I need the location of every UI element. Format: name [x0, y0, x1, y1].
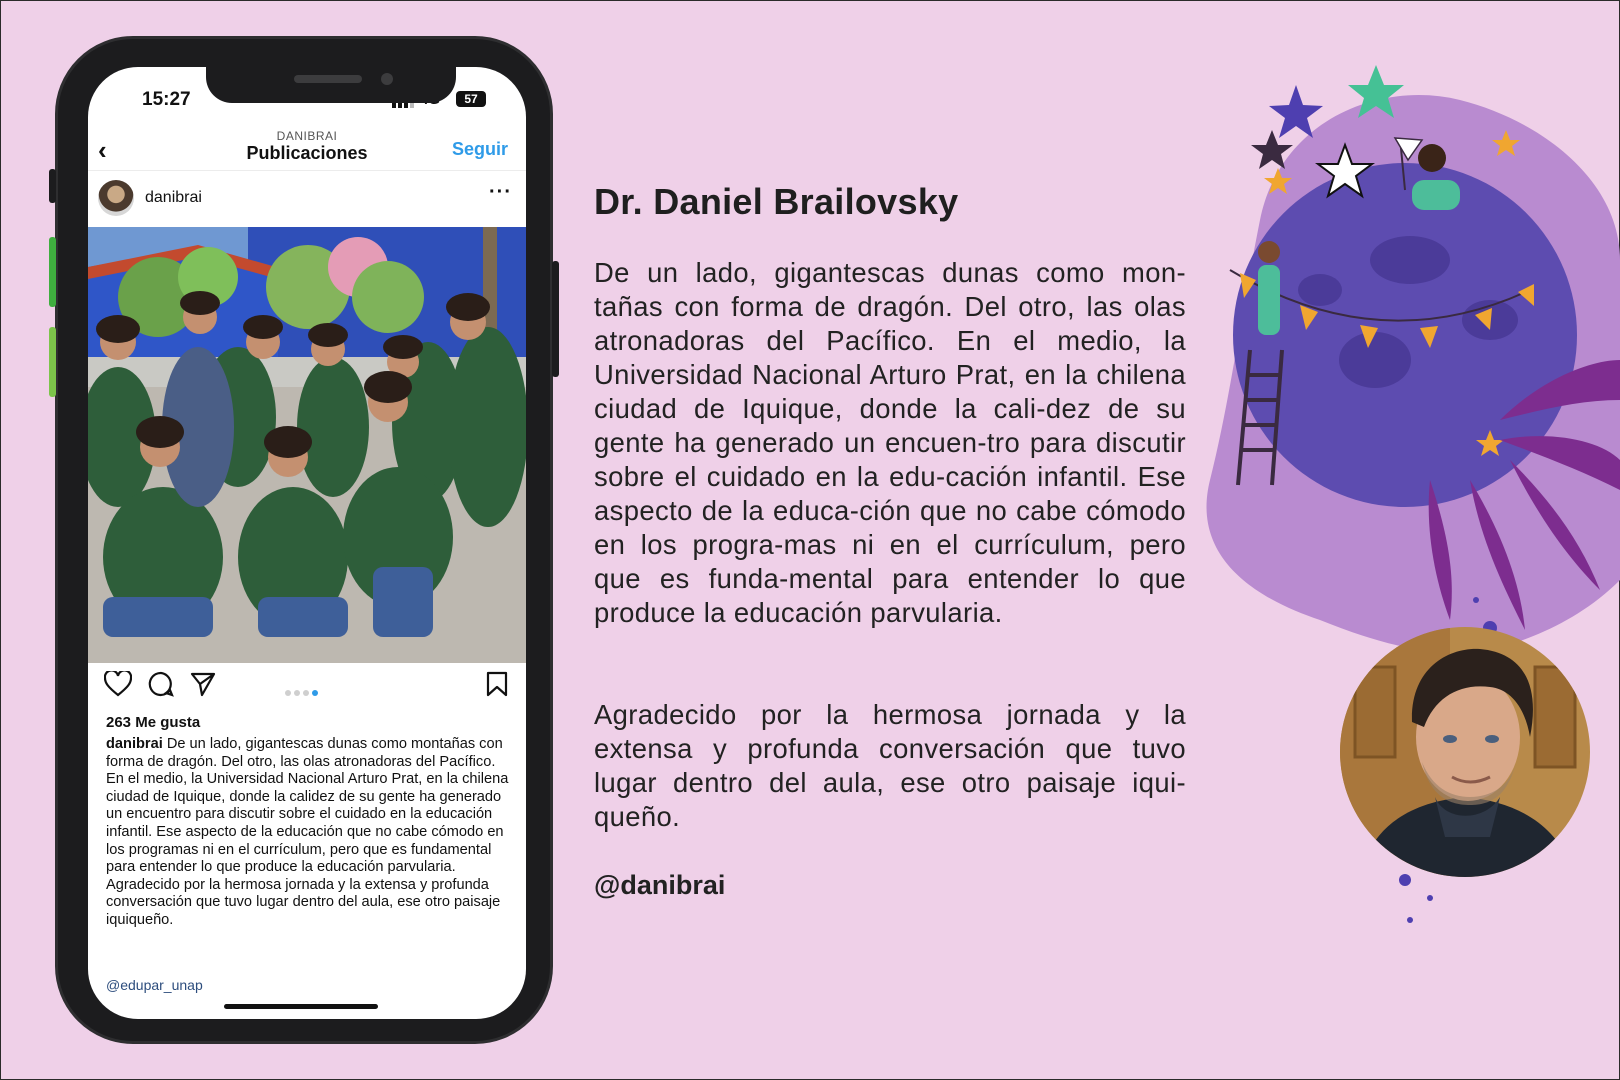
phone-mute-switch	[49, 169, 56, 203]
article-paragraph-1: De un lado, gigantescas dunas como mon-tañas con forma de dragón. Del otro, las olas atronadoras del Pacífico. En el medio, la Universidad Nacional Arturo Prat, en la chilena ciudad de Iquique, donde la cali-dez de su gente ha generado un encuen-tro para discutir sobre el cuidado en la edu-cación infantil. Ese aspecto de la educa-ción que no cabe cómodo en los progra-mas ni en el currículum, pero que es funda-mental para entender lo que produce la educación parvularia.	[594, 257, 1186, 628]
author-portrait-photo	[1340, 627, 1590, 877]
phone-power-button	[552, 261, 559, 377]
article-paragraph-2: Agradecido por la hermosa jornada y la extensa y profunda conversación que tuvo lugar dentro del aula, ese otro paisaje iqui-queño.	[594, 699, 1186, 832]
phone-volume-up	[49, 237, 56, 307]
caption-text-1: De un lado, gigantescas dunas como montañas con forma de dragón. Del otro, las olas atronadoras del Pacífico. En el medio, la Universidad Nacional Arturo Prat, en la chilena ciudad de Iquique, donde la calidez de su gente ha generado un encuentro para discutir sobre el cuidado en la educación infantil. Ese aspecto de la educación que no cabe cómodo en los programas ni en el currículum, pero que es fundamental para entender lo que produce la educación parvularia.	[106, 736, 509, 876]
share-icon[interactable]	[190, 671, 216, 702]
comment-icon[interactable]	[148, 671, 174, 702]
bookmark-icon[interactable]	[486, 671, 508, 702]
post-header	[88, 179, 526, 219]
battery-icon: 57	[456, 91, 486, 107]
phone-mockup	[55, 36, 553, 1044]
carousel-dot	[294, 690, 300, 696]
caption-username[interactable]: danibrai	[106, 736, 163, 752]
post-username[interactable]: danibrai	[145, 189, 202, 206]
carousel-dot-active	[312, 690, 318, 696]
post-caption	[106, 736, 510, 930]
status-time: 15:27	[142, 89, 191, 110]
likes-count[interactable]: 263 Me gusta	[106, 714, 201, 731]
nav-title: Publicaciones	[246, 143, 368, 163]
phone-notch	[206, 67, 456, 103]
avatar[interactable]	[98, 180, 134, 216]
carousel-dot	[303, 690, 309, 696]
phone-screen	[88, 67, 526, 1019]
carousel-indicator	[285, 683, 321, 701]
like-icon[interactable]	[104, 671, 132, 702]
caption-text-2: Agradecido por la hermosa jornada y la extensa y profunda conversación que tuvo lugar dentro del aula, ese otro paisaje iquiqueño.	[106, 876, 501, 928]
post-nav-bar	[88, 129, 526, 171]
home-indicator	[224, 1004, 378, 1009]
phone-speaker	[294, 75, 362, 83]
follow-button[interactable]: Seguir	[451, 139, 508, 159]
back-icon[interactable]: ‹	[98, 135, 107, 165]
post-photo[interactable]	[88, 227, 526, 663]
more-options-icon[interactable]: ···	[489, 181, 512, 203]
author-name: Dr. Daniel Brailovsky	[594, 181, 959, 222]
phone-volume-down	[49, 327, 56, 397]
phone-camera	[381, 73, 393, 85]
caption-mention-link[interactable]: @edupar_unap	[106, 977, 203, 993]
carousel-dot	[285, 690, 291, 696]
author-handle: @danibrai	[594, 870, 726, 900]
post-actions	[88, 671, 526, 707]
nav-subtitle: DANIBRAI	[276, 129, 338, 143]
